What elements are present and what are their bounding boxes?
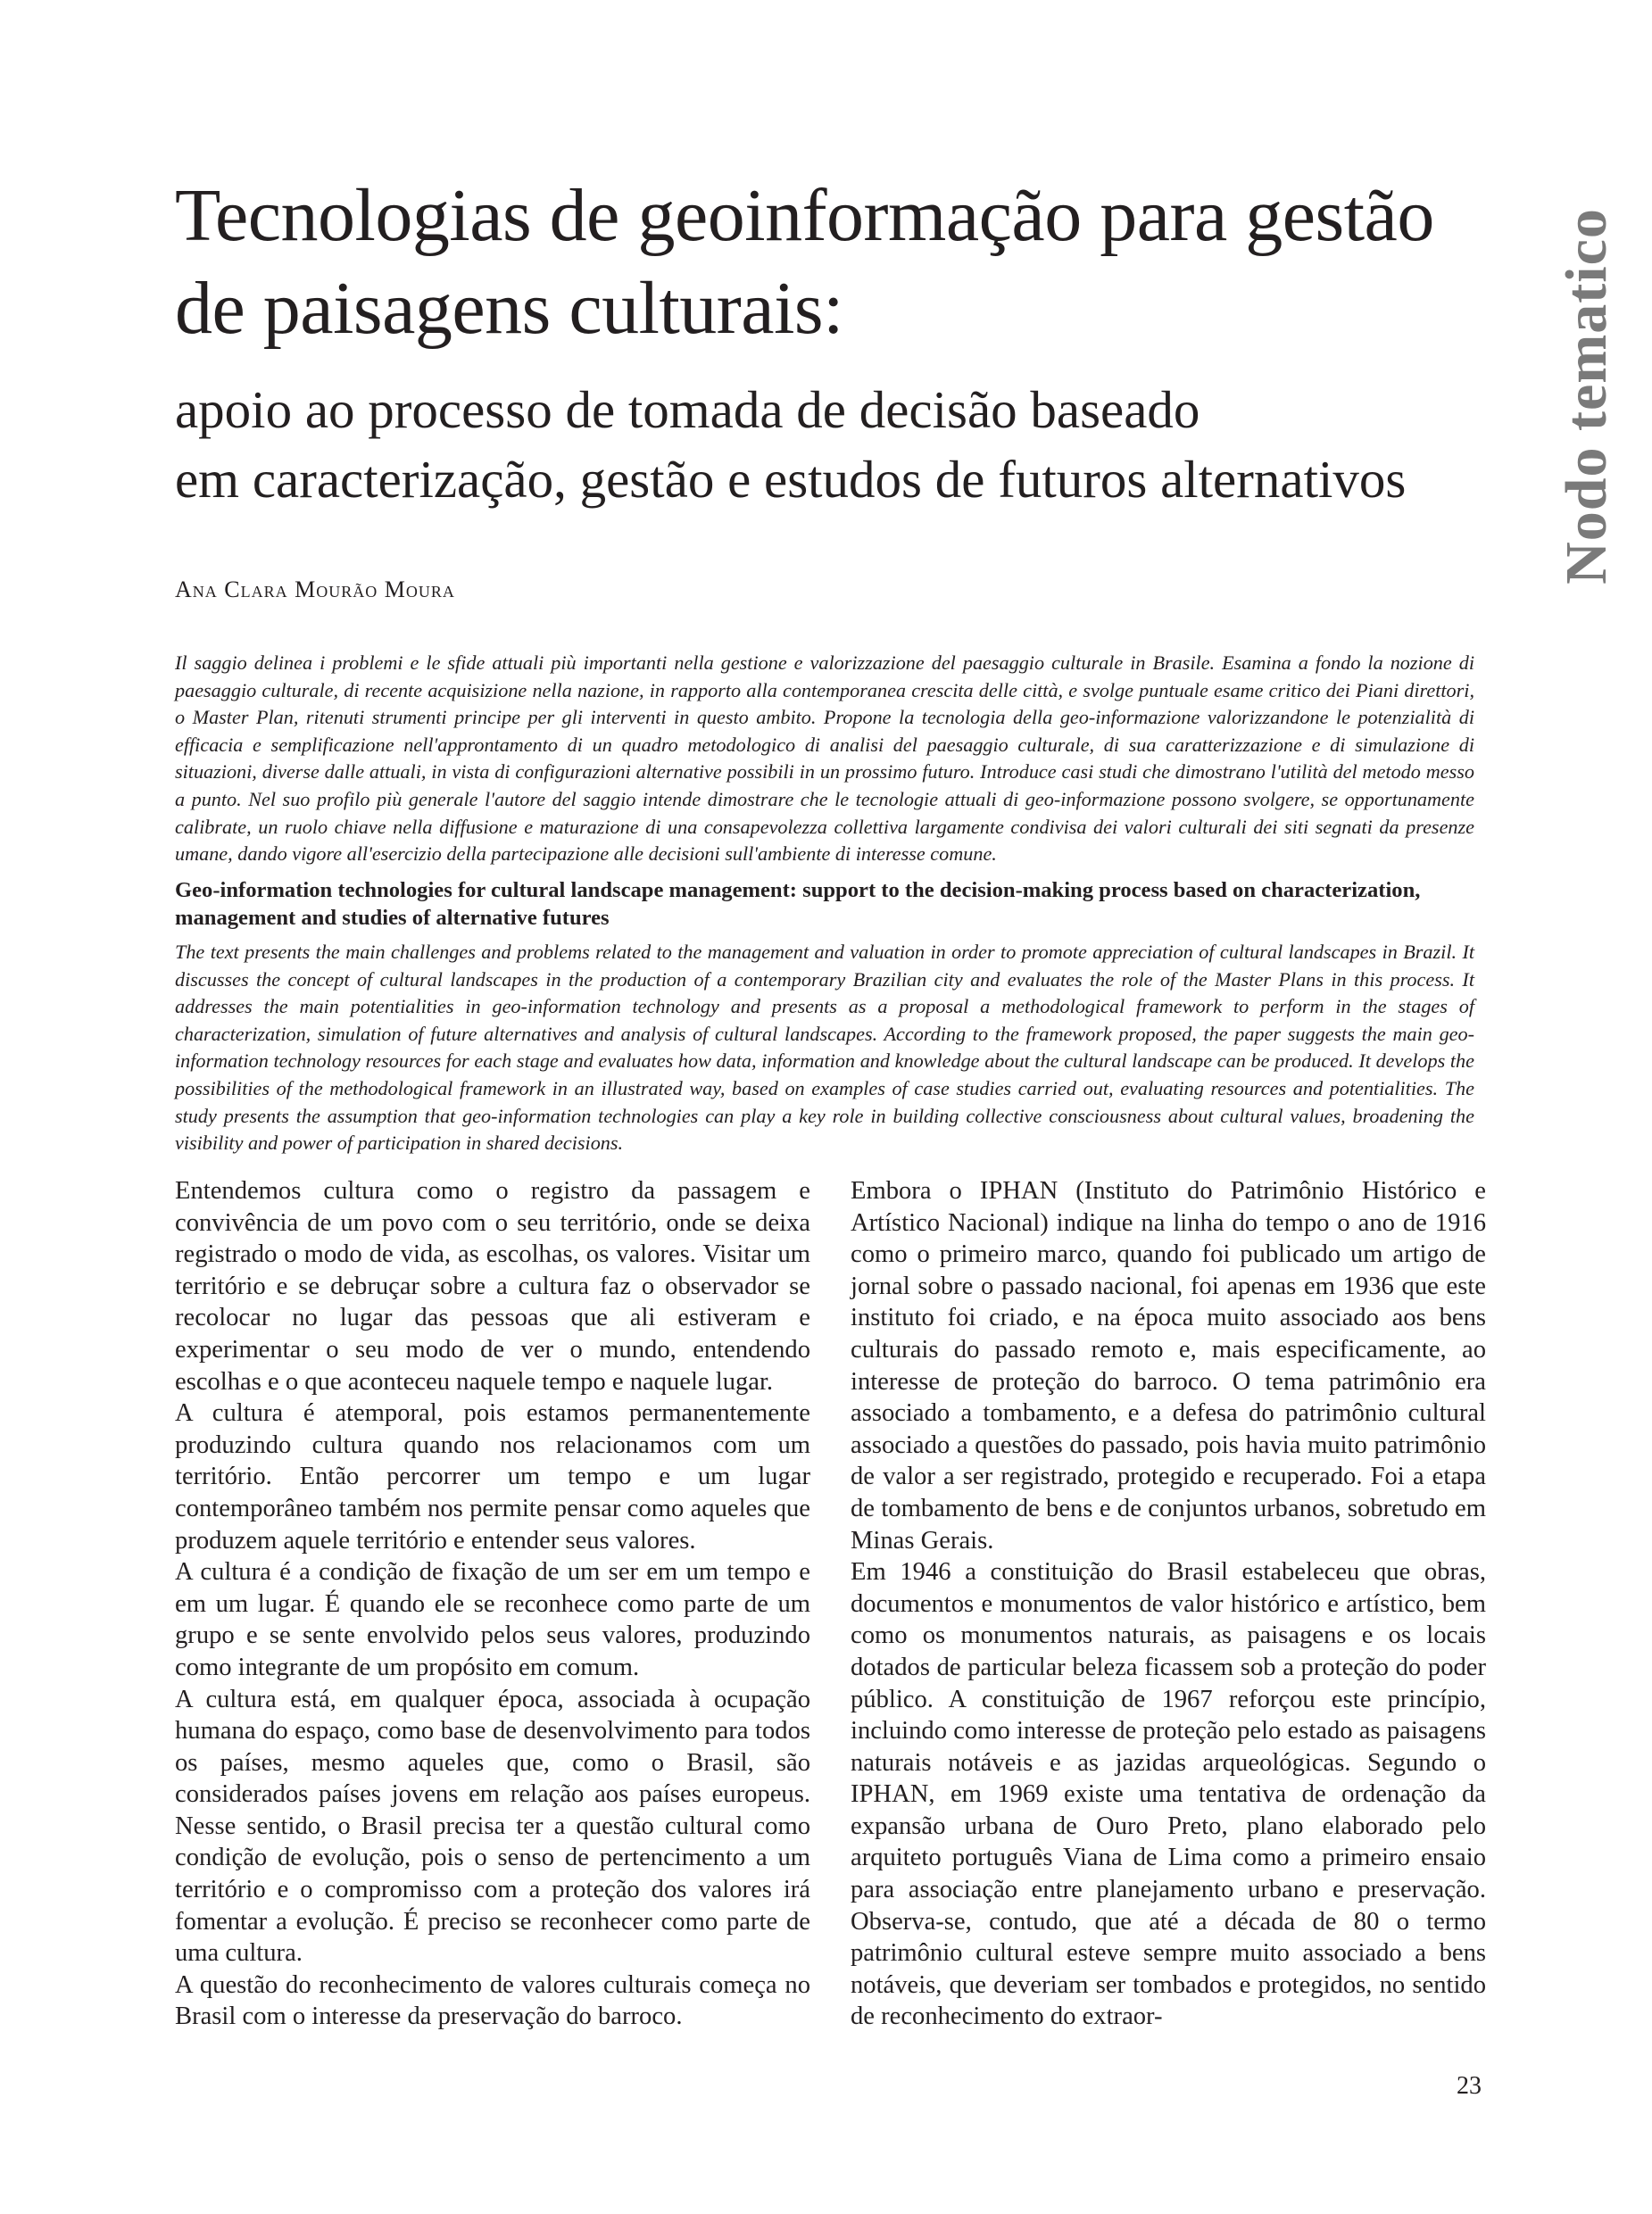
- abstract-english-title: Geo-information technologies for cultural landscape management: support to the decision-making process based on characterization, management and studies of alternative futures: [175, 878, 1421, 930]
- side-label-text: Nodo tematico: [1554, 208, 1620, 585]
- abstract-english: The text presents the main challenges and problems related to the management and valuation in order to promote appreciation of cultural landscapes in Brazil. It discusses the concept of cultural landscapes in the production of a contemporary Brazilian city and evaluates the role of the Master Plans in this process. It addresses the main potentialities in geo-information technology and presents as a proposal a methodological framework to perform in the stages of characterization, simulation of future alternatives and analysis of cultural landscapes. According to the framework proposed, the paper suggests the main geo-information technology resources for each stage and evaluates how data, information and knowledge about the cultural landscape can be produced. It develops the possibilities of the methodological framework in an illustrated way, based on examples of case studies carried out, evaluating resources and potentialities. The study presents the assumption that geo-information technologies can play a key role in building collective consciousness about cultural values, broadening the visibility and power of participation in shared decisions.: [175, 941, 1474, 1155]
- title-line-1: Tecnologias de geoinformação para gestão: [175, 174, 1434, 257]
- body-column-right: [851, 1175, 1486, 2033]
- body-paragraph: A cultura é a condição de fixação de um ser em um tempo e em um lugar. É quando ele se reconhece como parte de um grupo e se sente envolvido pelos seus valores, produzindo como integrante de um propósito em comum.: [175, 1558, 810, 1681]
- body-paragraph: A questão do reconhecimento de valores culturais começa no Brasil com o interesse da preservação do barroco.: [175, 1970, 810, 2031]
- subtitle-line-2: em caracterização, gestão e estudos de futuros alternativos: [175, 450, 1407, 509]
- subtitle-line-1: apoio ao processo de tomada de decisão baseado: [175, 380, 1200, 439]
- author-name: Ana Clara Mourão Moura: [175, 576, 455, 602]
- body-paragraph: Entendemos cultura como o registro da passagem e convivência de um povo com o seu território, onde se deixa registrado o modo de vida, as escolhas, os valores. Visitar um território e se debruçar sobre a cultura faz o observador se recolocar no lugar das pessoas que ali estiveram e experimentar o seu modo de ver o mundo, entendendo escolhas e o que aconteceu naquele tempo e naquele lugar.: [175, 1177, 810, 1396]
- section-side-label: [1547, 209, 1627, 584]
- article-title: [175, 170, 1514, 355]
- body-paragraph: A cultura é atemporal, pois estamos permanentemente produzindo cultura quando nos relacionamos com um território. Então percorrer um tempo e um lugar contemporâneo também nos permite pensar como aqueles que produzem aquele território e entender seus valores.: [175, 1399, 810, 1555]
- body-paragraph: Em 1946 a constituição do Brasil estabeleceu que obras, documentos e monumentos de valor histórico e artístico, bem como os monumentos naturais, as paisagens e os locais dotados de particular beleza ficassem sob a proteção do poder público. A constituição de 1967 reforçou este princípio, incluindo como interesse de proteção pelo estado as paisagens naturais notáveis e as jazidas arqueológicas. Segundo o IPHAN, em 1969 existe uma tentativa de ordenação da expansão urbana de Ouro Preto, plano elaborado pelo arquiteto português Viana de Lima como a primeiro ensaio para associação entre planejamento urbano e preservação. Observa-se, contudo, que até a década de 80 o termo patrimônio cultural esteve sempre muito associado a bens notáveis, que deveriam ser tombados e protegidos, no sentido de reconhecimento do extraor-: [851, 1558, 1486, 2031]
- abstract-italian: Il saggio delinea i problemi e le sfide attuali più importanti nella gestione e valorizzazione del paesaggio culturale in Brasile. Esamina a fondo la nozione di paesaggio culturale, di recente acquisizione nella nazione, in rapporto alla contemporanea crescita delle città, e svolge puntuale esame critico dei Piani direttori, o Master Plan, ritenuti strumenti principe per gli interventi in questo ambito. Propone la tecnologia della geo-informazione valorizzandone le potenzialità di efficacia e semplificazione nell'approntamento di un quadro metodologico di analisi del paesaggio culturale, di sua caratterizzazione e di simulazione di situazioni, diverse dalle attuali, in vista di configurazioni alternative possibili in un prossimo futuro. Introduce casi studi che dimostrano l'utilità del metodo messo a punto. Nel suo profilo più generale l'autore del saggio intende dimostrare che le tecnologie attuali di geo-informazione possono svolgere, se opportunamente calibrate, un ruolo chiave nella diffusione e maturazione di una consapevolezza collettiva largamente condivisa dei valori culturali dei siti segnati da presenze umane, dando vigore all'esercizio della partecipazione alle decisioni sull'ambiente di interesse comune.: [175, 651, 1474, 866]
- article-subtitle: [175, 375, 1514, 514]
- body-paragraph: Embora o IPHAN (Instituto do Patrimônio Histórico e Artístico Nacional) indique na linha do tempo o ano de 1916 como o primeiro marco, quando foi publicado um artigo de jornal sobre o passado nacional, foi apenas em 1936 que este instituto foi criado, e na época muito associado aos bens culturais do passado remoto e, mais especificamente, ao interesse de proteção do barroco. O tema patrimônio era associado a tombamento, e a defesa do patrimônio cultural associado a questões do passado, pois havia muito patrimônio de valor a ser registrado, protegido e recuperado. Foi a etapa de tombamento de bens e de conjuntos urbanos, sobretudo em Minas Gerais.: [851, 1177, 1486, 1555]
- body-paragraph: A cultura está, em qualquer época, associada à ocupação humana do espaço, como base de desenvolvimento para todos os países, mesmo aqueles que, como o Brasil, são considerados países jovens em relação aos países europeus. Nesse sentido, o Brasil precisa ter a questão cultural como condição de evolução, pois o senso de pertencimento a um território e o compromisso com a proteção dos valores irá fomentar a evolução. É preciso se reconhecer como parte de uma cultura.: [175, 1685, 810, 1968]
- page-number: 23: [1457, 2072, 1482, 2100]
- title-line-2: de paisagens culturais:: [175, 267, 843, 350]
- body-column-left: [175, 1175, 810, 2033]
